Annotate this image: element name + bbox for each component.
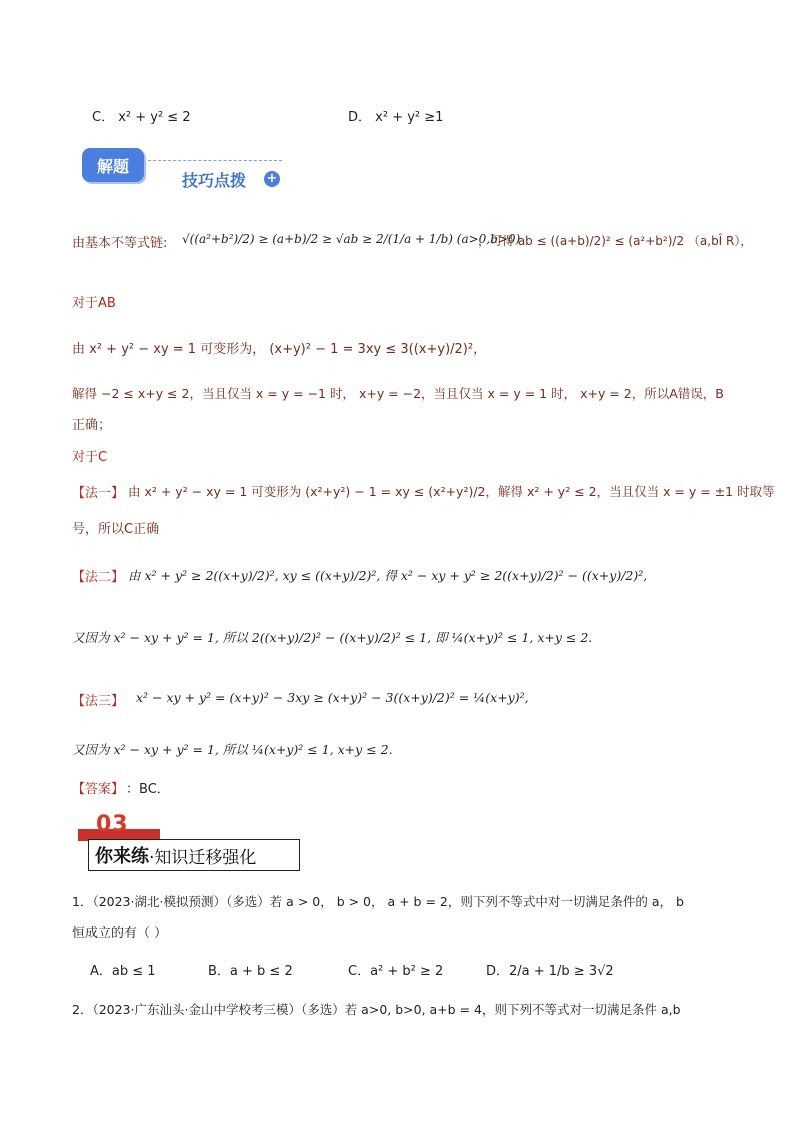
method3-line2: 又因为 x² − xy + y² = 1, 所以 ¼(x+y)² ≤ 1, x+y ≤ 2.: [72, 742, 393, 757]
ab-line2: 解得 −2 ≤ x+y ≤ 2，当且仅当 x = y = −1 时， x+y = −2，当且仅当 x = y = 1 时， x+y = 2，所以A错误，B: [72, 386, 724, 401]
ab-line3: 正确；: [72, 418, 112, 433]
answer-text: ：BC．: [126, 782, 170, 797]
method2-line2: 又因为 x² − xy + y² = 1, 所以 2((x+y)/2)² − ((x+y)/2)² ≤ 1, 即 ¼(x+y)² ≤ 1, x+y ≤ 2.: [72, 630, 593, 645]
method3-line1: x² − xy + y² = (x+y)² − 3xy ≥ (x+y)² − 3((x+y)/2)² = ¼(x+y)²,: [136, 690, 529, 705]
method2-tag: 【法二】: [72, 570, 125, 585]
problem-1-option-b: B．a + b ≤ 2: [208, 964, 293, 979]
banner-title-bold: 你来练: [95, 846, 149, 867]
problem-1-option-c: C．a² + b² ≥ 2: [348, 964, 444, 979]
for-c: 对于C: [72, 450, 108, 465]
option-d: D． x² + y² ≥1: [348, 110, 444, 125]
tip-subtitle: 技巧点拨: [182, 171, 247, 190]
chain-result: ，可得 ab ≤ ((a+b)/2)² ≤ (a²+b²)/2 （a,bÎ R），: [478, 234, 753, 248]
banner-title-rest: ·知识迁移强化: [149, 847, 257, 868]
method1-line2: 号，所以C正确: [72, 522, 160, 537]
option-c: C． x² + y² ≤ 2: [92, 110, 191, 125]
tip-badge: 解题: [82, 148, 144, 182]
chain-prefix: 由基本不等式链:: [72, 236, 168, 251]
badge-divider: [148, 160, 282, 161]
chain-math: √((a²+b²)/2) ≥ (a+b)/2 ≥ √ab ≥ 2/(1/a + 1/b) (a>0,b>0): [182, 232, 521, 246]
for-ab: 对于AB: [72, 296, 116, 311]
ab-line1: 由 x² + y² − xy = 1 可变形为， (x+y)² − 1 = 3xy ≤ 3((x+y)/2)²，: [72, 342, 487, 357]
method1-tag: 【法一】: [72, 486, 125, 501]
problem-1-line2: 恒成立的有（ ）: [72, 926, 168, 941]
section-banner: [88, 839, 300, 871]
plus-icon: +: [264, 171, 280, 187]
problem-2-line1: 2．（2023·广东汕头·金山中学校考三模）（多选）若 a>0, b>0, a+b = 4，则下列不等式对一切满足条件 a,b: [72, 1002, 681, 1017]
problem-1-option-d: D．2/a + 1/b ≥ 3√2: [486, 964, 614, 979]
method3-tag: 【法三】: [72, 694, 125, 709]
section-number: 03: [96, 812, 129, 837]
method2-line1: 由 x² + y² ≥ 2((x+y)/2)², xy ≤ ((x+y)/2)², 得 x² − xy + y² ≥ 2((x+y)/2)² − ((x+y)/2)²,: [128, 568, 648, 583]
problem-1-option-a: A．ab ≤ 1: [90, 964, 156, 979]
problem-1-line1: 1．（2023·湖北·模拟预测）（多选）若 a > 0， b > 0， a + b = 2，则下列不等式中对一切满足条件的 a， b: [72, 894, 684, 909]
method1-line1: 由 x² + y² − xy = 1 可变形为 (x²+y²) − 1 = xy ≤ (x²+y²)/2，解得 x² + y² ≤ 2，当且仅当 x = y = ±1 时取等: [128, 484, 775, 499]
answer-tag: 【答案】: [72, 782, 125, 797]
